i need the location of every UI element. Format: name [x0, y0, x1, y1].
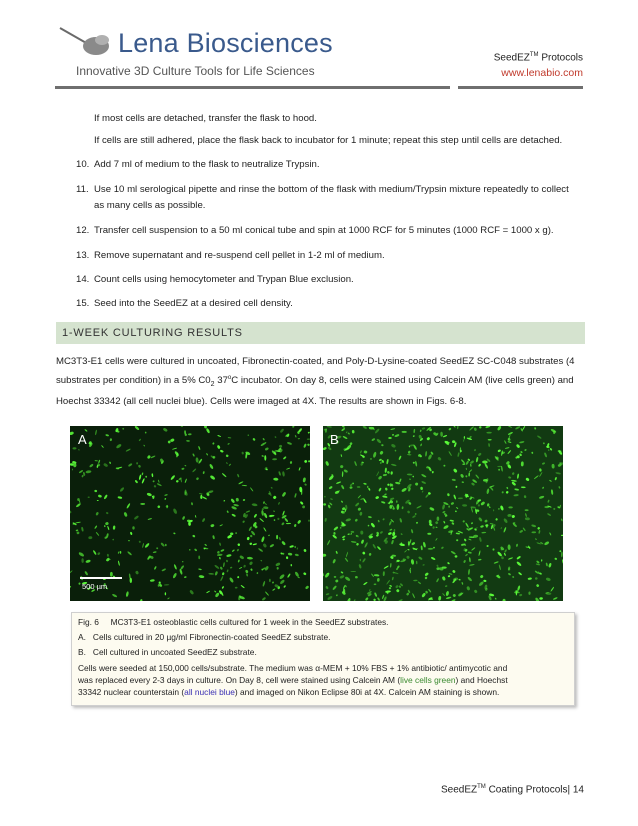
micrograph-panel-b — [323, 426, 563, 601]
intro-paragraph — [56, 353, 585, 410]
cell-spot — [120, 551, 121, 554]
step-continued-2: If cells are still adhered, place the flask back to incubator for 1 minute; repeat this step until cells are detached. — [94, 135, 563, 146]
caption-title: Fig. 6 MC3T3-E1 osteoblastic cells cultured for 1 week in the SeedEZ substrates. — [78, 617, 389, 627]
cell-spot — [276, 535, 278, 539]
header-divider — [55, 86, 583, 89]
tagline: Innovative 3D Culture Tools for Life Sciences — [76, 64, 315, 78]
scale-bar-label: 500 µm — [82, 582, 108, 591]
step-number: 14. — [76, 274, 90, 285]
step-text: Remove supernatant and re-suspend cell pellet in 1-2 ml of medium. — [94, 250, 385, 261]
step-text: Count cells using hemocytometer and Trypan Blue exclusion. — [94, 274, 354, 285]
step-number: 13. — [76, 250, 90, 261]
cell-spot — [498, 469, 500, 471]
header-url-link[interactable]: www.lenabio.com — [501, 67, 583, 79]
figure-caption — [71, 612, 575, 706]
caption-body-line: was replaced every 2-3 days in culture. On Day 8, cell were stained using Calcein AM (live cells green) and Hoechst — [78, 675, 508, 685]
cell-spot — [437, 517, 440, 521]
cell-spot — [508, 506, 512, 508]
step-text: Use 10 ml serological pipette and rinse the bottom of the flask with medium/Trypsin mixture repeatedly to collect — [94, 184, 569, 195]
intro-line: substrates per condition) in a 5% $C0_2$ 37$^o$C incubator. On day 8, cells were stained using Calcein AM (live cells green) and — [56, 375, 574, 389]
logo-icon — [58, 22, 118, 62]
header-product: SeedEZ™ Protocols — [493, 52, 583, 64]
section-title: 1-WEEK CULTURING RESULTS — [62, 327, 243, 339]
caption-item-b: B. Cell cultured in uncoated SeedEZ substrate. — [78, 647, 257, 657]
step-text: Transfer cell suspension to a 50 ml conical tube and spin at 1000 RCF for 5 minutes (1000 RCF = 1000 x g). — [94, 225, 554, 236]
caption-body-line: Cells were seeded at 150,000 cells/substrate. The medium was α-MEM + 10% FBS + 1% antibiotic/ antimycotic and — [78, 663, 508, 673]
step-number: 10. — [76, 159, 90, 170]
step-text: Seed into the SeedEZ at a desired cell density. — [94, 298, 293, 309]
page-footer: SeedEZ™ Coating Protocols| 14 — [440, 784, 584, 796]
intro-line: Hoechst 33342 (all cell nuclei blue). Cells were imaged at 4X. The results are shown in Figs. 6-8. — [56, 396, 467, 408]
caption-item-a: A. Cells cultured in 20 µg/ml Fibronectin-coated SeedEZ substrate. — [78, 632, 331, 642]
cell-spot — [413, 462, 415, 464]
step-number: 11. — [76, 184, 89, 195]
caption-body-line: 33342 nuclear counterstain (all nuclei blue) and imaged on Nikon Eclipse 80i at 4X. Calcein AM staining is shown. — [78, 687, 500, 697]
cell-spot — [140, 503, 145, 504]
step-text-cont: as many cells as possible. — [94, 200, 206, 211]
step-number: 12. — [76, 225, 90, 236]
cell-spot — [486, 432, 491, 434]
cell-spot — [279, 445, 282, 448]
cell-spot — [427, 533, 431, 535]
micrograph-panel-a — [70, 426, 310, 601]
panel-a-label: A — [78, 432, 87, 447]
cell-spot — [488, 439, 492, 440]
panel-b-label: B — [330, 432, 339, 447]
step-number: 15. — [76, 298, 90, 309]
scale-bar — [80, 577, 122, 579]
step-text: Add 7 ml of medium to the flask to neutralize Trypsin. — [94, 159, 320, 170]
intro-line: MC3T3-E1 cells were cultured in uncoated, Fibronectin-coated, and Poly-D-Lysine-coated SeedEZ SC-C048 substrates (4 — [56, 356, 575, 367]
step-continued-1: If most cells are detached, transfer the flask to hood. — [94, 113, 317, 124]
cell-spot — [165, 592, 166, 595]
cell-spot — [132, 526, 134, 529]
brand-name: Lena Biosciences — [118, 28, 333, 58]
